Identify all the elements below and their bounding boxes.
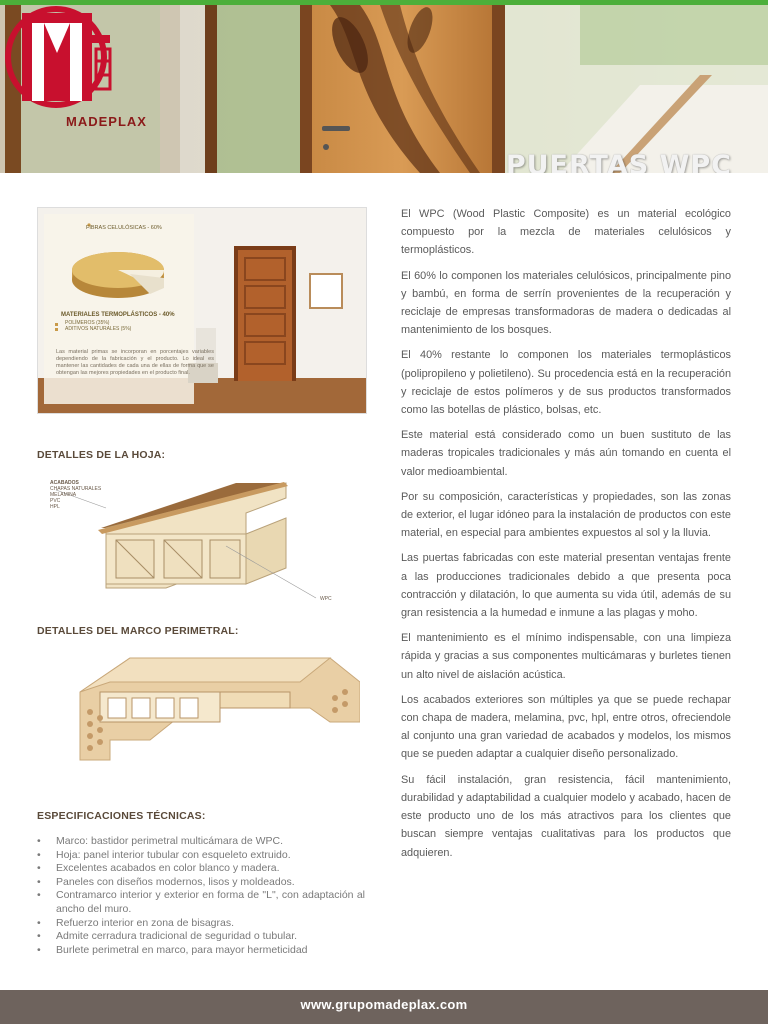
body-paragraph: El 40% restante lo componen los materiales termoplásticos (polipropileno y polietileno). Su procedencia está en la recuperación y reciclaje de estos polímeros y de sus productos transformados como las botellas de plástico, bolsas, etc. (401, 349, 731, 417)
body-paragraph: Los acabados exteriores son múltiples ya que se puede rechapar con chapa de madera, melamina, pvc, hpl, entre otros, ofreciendole al conjunto una gran variedad de acabados y modelos, los mismos que se pueden adaptar a cualquier diseño personalizado. (401, 693, 731, 761)
section-title-specs: ESPECIFICACIONES TÉCNICAS: (37, 810, 206, 822)
specs-list (37, 835, 365, 957)
composition-figure (37, 207, 367, 414)
hoja-label-pvc: PVC (50, 498, 61, 504)
spec-item: • Burlete perimetral en marco, para mayor hermeticidad (37, 944, 365, 958)
hero-banner (0, 5, 768, 173)
body-text-column (401, 205, 731, 869)
footer-bar (0, 990, 768, 1024)
spec-item: • Excelentes acabados en color blanco y madera. (37, 862, 365, 876)
pie-sub-additives: ADITIVOS NATURALES (5%) (65, 326, 132, 332)
spec-item: • Paneles con diseños modernos, lisos y moldeados. (37, 876, 365, 890)
body-paragraph: El 60% lo componen los materiales celulósicos, principalmente pino y bambú, en forma de serrín provenientes de la recuperación y reciclaje de empresas transformadoras de madera o dedicadas al mantenimiento de los bosques. (401, 269, 731, 337)
body-paragraph: El WPC (Wood Plastic Composite) es un material ecológico compuesto por la mezcla de materiales celulósicos y termoplásticos. (401, 208, 731, 257)
footer-website-link[interactable]: www.grupomadeplax.com (300, 997, 468, 1012)
madeplax-logo (0, 5, 120, 115)
hoja-label-acabados: ACABADOS (50, 480, 79, 486)
marco-cross-section-diagram (70, 652, 360, 762)
body-paragraph: Las puertas fabricadas con este material presentan ventajas frente a las producciones tradicionales debido a que presenta poca contracción y dilatación, lo que aumenta su vida útil, además de su gran resistencia a la humedad e inmune a las plagas y moho. (401, 552, 731, 620)
spec-item: • Refuerzo interior en zona de bisagras. (37, 917, 365, 931)
spec-item: • Hoja: panel interior tubular con esqueleto extruido. (37, 849, 365, 863)
spec-item: • Admite cerradura tradicional de seguridad o tubular. (37, 930, 365, 944)
body-paragraph: Por su composición, características y propiedades, son las zonas de exterior, el lugar idóneo para la instalación de productos con este material, en especial para ambientes expuestos al sol y la lluvia. (401, 490, 731, 540)
hoja-label-melamina: MELAMINA (50, 492, 77, 498)
section-title-marco: DETALLES DEL MARCO PERIMETRAL: (37, 625, 239, 637)
hoja-label-hpl: HPL (50, 504, 60, 510)
pie-sub-polymers: POLÍMEROS (35%) (65, 320, 110, 326)
hoja-label-wpc: WPC (320, 596, 332, 602)
hoja-label-chapas: CHAPAS NATURALES (50, 486, 102, 492)
body-paragraph: Su fácil instalación, gran resistencia, fácil mantenimiento, durabilidad y adaptabilidad a cualquier modelo y acabado, hacen de este producto uno de los más atractivos para los clientes que buscan siempre ventajas cualitativas para los productos que adquieren. (401, 773, 731, 859)
body-paragraph: El mantenimiento es el mínimo indispensable, con una limpieza rápida y gracias a sus componentes multicámaras y burletes tienen un alto nivel de aislación acústica. (401, 632, 731, 681)
section-title-hoja: DETALLES DE LA HOJA: (37, 449, 166, 461)
page-title: PUERTAS WPC (505, 150, 732, 173)
spec-item: • Marco: bastidor perimetral multicámara de WPC. (37, 835, 365, 849)
spec-item: • Contramarco interior y exterior en forma de "L", con adaptación al ancho del muro. (37, 889, 365, 916)
body-paragraph: Este material está considerado como un buen sustituto de las maderas tropicales tradicionales y más aún tomando en cuenta el valor medioambiental. (401, 429, 731, 478)
pie-label-cellulose: FIBRAS CELULÓSICAS - 60% (86, 225, 162, 231)
composition-note: Las material primas se incorporan en porcentajes variables dependiendo de la fabricación y el producto. Lo ideal es mantener las cantidades de cada una de ellas de forma que se obtengan las mejores propiedades en el producto final. (56, 349, 214, 376)
brand-name: MADEPLAX (66, 114, 147, 129)
hoja-cross-section-diagram (46, 478, 346, 608)
pie-label-thermoplastic: MATERIALES TERMOPLÁSTICOS - 40% (61, 312, 175, 318)
room-door-photo (38, 208, 366, 413)
